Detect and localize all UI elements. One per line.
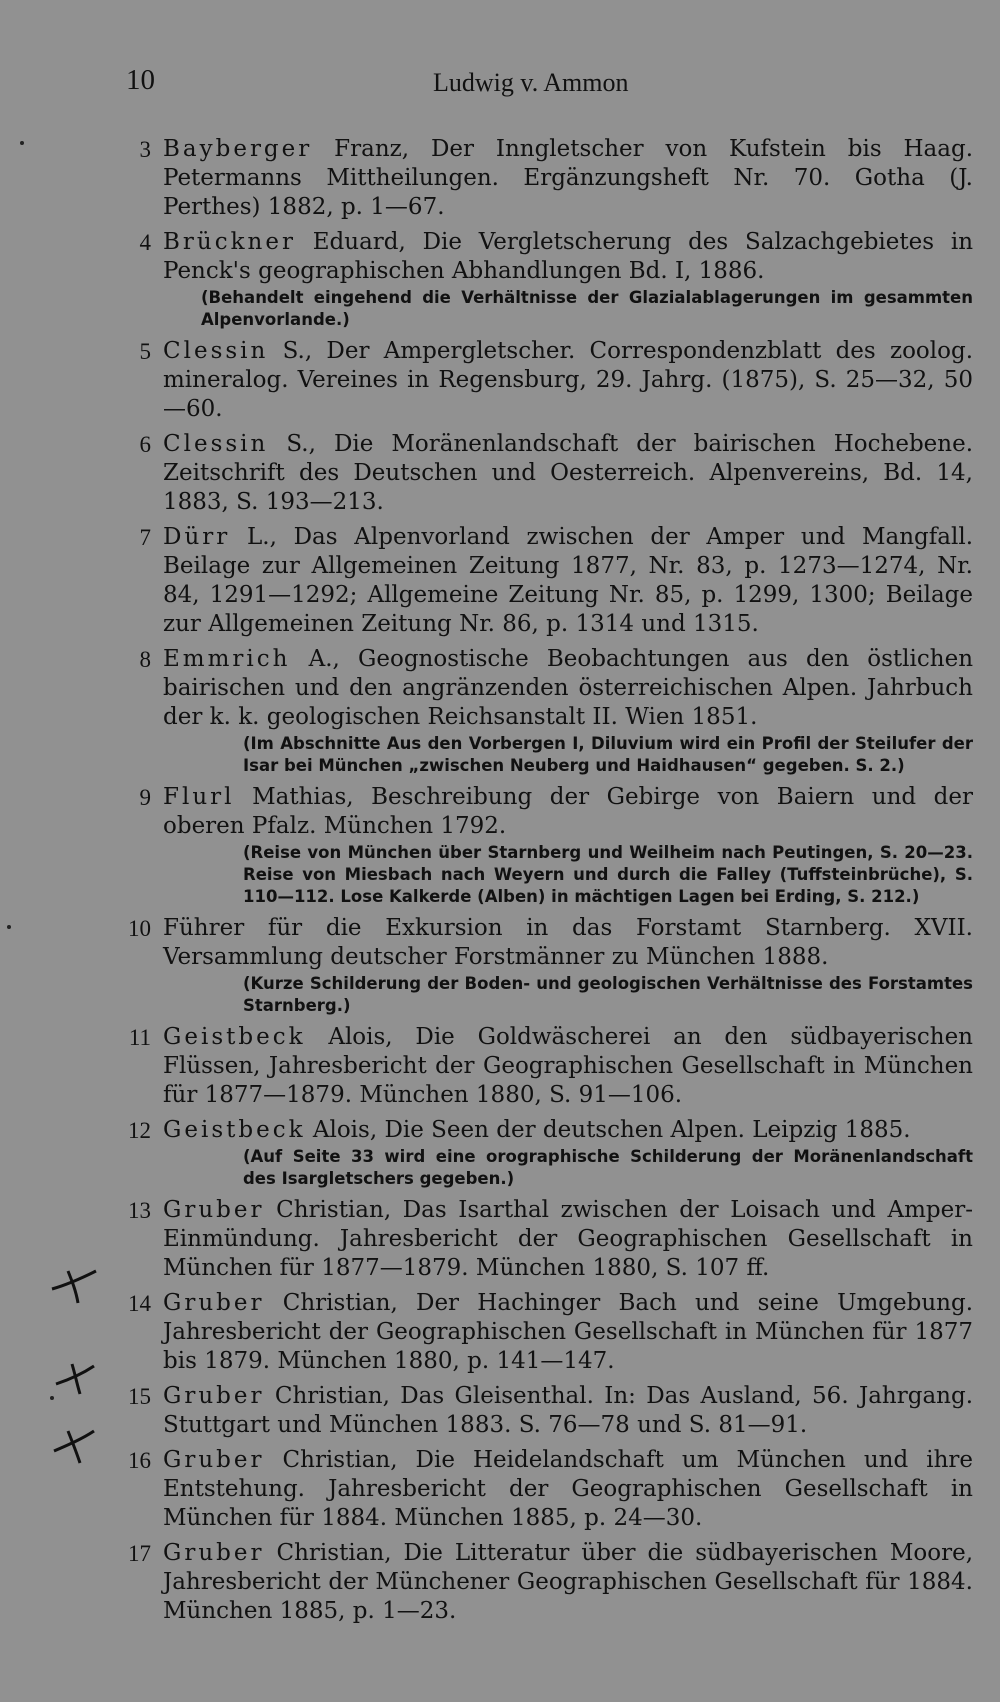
entry-text [163, 1196, 973, 1283]
entry-author: Geistbeck [163, 1024, 306, 1050]
entry-note: (Behandelt eingehend die Verhältnisse der Glazialablagerungen im gesammten Alpenvorlande.) [201, 288, 973, 329]
entry-author: Gruber [163, 1197, 265, 1223]
entry-text [163, 1539, 973, 1626]
entry-citation: Christian, Die Heidelandschaft um München und ihre Entstehung. Jahresbericht der Geographischen Gesellschaft in München für 1884. München 1885, p. 24—30. [163, 1447, 973, 1531]
entry-citation: Führer für die Exkursion in das Forstamt Starnberg. XVII. Versammlung deutscher Forstmänner zu München 1888. [163, 915, 973, 970]
entry-author: Dürr [163, 524, 231, 550]
entry-text [163, 228, 973, 331]
entry-author: Gruber [163, 1447, 265, 1473]
entry-text [163, 1289, 973, 1376]
entry-text [163, 1023, 973, 1110]
bibliography-entry [113, 1446, 973, 1533]
entry-author: Clessin [163, 431, 269, 457]
entry-text [163, 135, 973, 222]
entry-note: (Auf Seite 33 wird eine orographische Schilderung der Moränenlandschaft des Isargletschers gegeben.) [243, 1147, 973, 1188]
bibliography-entry [113, 1196, 973, 1283]
entry-note: (Im Abschnitte Aus den Vorbergen I, Diluvium wird ein Profil der Steilufer der Isar bei München „zwischen Neuberg und Haidhausen“ gegeben. S. 2.) [243, 734, 973, 775]
entry-citation: Christian, Das Gleisenthal. In: Das Ausland, 56. Jahrgang. Stuttgart und München 1883. S. 76—78 und S. 81—91. [163, 1383, 973, 1438]
handwritten-cross-icon [48, 1265, 100, 1305]
entry-citation: Eduard, Die Vergletscherung des Salzachgebietes in Penck's geographischen Abhandlungen Bd. I, 1886. [163, 229, 974, 284]
bibliography-entry [113, 1116, 973, 1190]
entry-text [163, 1446, 973, 1533]
bibliography-entry [113, 228, 973, 331]
entry-citation: Christian, Das Isarthal zwischen der Loisach und Amper-Einmündung. Jahresbericht der Geographischen Gesellschaft in München für 1877—1879. München 1880, S. 107 ff. [163, 1197, 973, 1281]
entry-text [163, 1382, 973, 1440]
entry-number: 7 [139, 525, 151, 550]
entry-author: Geistbeck [163, 1117, 306, 1143]
entry-text [163, 337, 973, 424]
entry-number: 6 [139, 432, 151, 457]
entry-text [163, 783, 973, 908]
entry-number: 10 [128, 916, 151, 941]
entry-author: Gruber [163, 1540, 265, 1566]
bibliography-entry [113, 337, 973, 424]
entry-author: Bayberger [163, 136, 313, 162]
entry-number: 8 [139, 647, 151, 672]
handwritten-cross-icon [48, 1425, 100, 1465]
entry-text [163, 1116, 973, 1190]
entry-citation: S., Der Ampergletscher. Correspondenzblatt des zoolog. mineralog. Vereines in Regensburg, 29. Jahrg. (1875), S. 25—32, 50—60. [163, 338, 974, 422]
entry-citation: L., Das Alpenvorland zwischen der Amper und Mangfall. Beilage zur Allgemeinen Zeitung 1877, Nr. 83, p. 1273—1274, Nr. 84, 1291—1292; Allgemeine Zeitung Nr. 85, p. 1299, 1300; Beilage zur Allgemeinen Zeitung Nr. 86, p. 1314 und 1315. [163, 524, 974, 637]
entry-number: 14 [128, 1291, 151, 1316]
entry-number: 17 [128, 1541, 151, 1566]
entry-text [163, 523, 973, 639]
entry-text [163, 645, 973, 777]
entry-author: Clessin [163, 338, 269, 364]
entry-author: Emmrich [163, 646, 291, 672]
bibliography-list [113, 135, 973, 1632]
entry-number: 12 [128, 1118, 151, 1143]
entry-number: 5 [139, 339, 151, 364]
entry-number: 15 [128, 1384, 151, 1409]
bibliography-entry [113, 1289, 973, 1376]
entry-author: Gruber [163, 1290, 265, 1316]
bibliography-entry [113, 1023, 973, 1110]
bibliography-entry [113, 523, 973, 639]
bibliography-entry [113, 1539, 973, 1626]
entry-citation: S., Die Moränenlandschaft der bairischen Hochebene. Zeitschrift des Deutschen und Oesterreich. Alpenvereins, Bd. 14, 1883, S. 193—213. [163, 431, 974, 515]
entry-citation: Mathias, Beschreibung der Gebirge von Baiern und der oberen Pfalz. München 1792. [163, 784, 974, 839]
scan-speck [20, 141, 24, 145]
bibliography-entry [113, 914, 973, 1017]
bibliography-entry [113, 645, 973, 777]
entry-author: Brückner [163, 229, 296, 255]
bibliography-entry [113, 1382, 973, 1440]
entry-text [163, 430, 973, 517]
entry-number: 16 [128, 1448, 151, 1473]
entry-citation: Alois, Die Seen der deutschen Alpen. Leipzig 1885. [312, 1117, 911, 1143]
scan-speck [7, 925, 11, 929]
page-header [0, 64, 1000, 104]
entry-citation: Christian, Der Hachinger Bach und seine Umgebung. Jahresbericht der Geographischen Gesellschaft in München für 1877 bis 1879. München 1880, p. 141—147. [163, 1290, 974, 1374]
entry-number: 9 [139, 785, 151, 810]
entry-number: 3 [139, 137, 151, 162]
entry-number: 4 [139, 230, 151, 255]
entry-text [163, 914, 973, 1017]
entry-author: Flurl [163, 784, 235, 810]
entry-citation: Alois, Die Goldwäscherei an den südbayerischen Flüssen, Jahresbericht der Geographischen Gesellschaft in München für 1877—1879. München 1880, S. 91—106. [163, 1024, 973, 1108]
bibliography-entry [113, 135, 973, 222]
bibliography-entry [113, 783, 973, 908]
entry-note: (Reise von München über Starnberg und Weilheim nach Peutingen, S. 20—23. Reise von Miesbach nach Weyern und durch die Falley (Tuffsteinbrüche), S. 110—112. Lose Kalkerde (Alben) in mächtigen Lagen bei Erding, S. 212.) [243, 843, 973, 906]
running-title: Ludwig v. Ammon [433, 68, 629, 97]
bibliography-entry [113, 430, 973, 517]
entry-number: 11 [128, 1025, 151, 1050]
entry-number: 13 [128, 1198, 151, 1223]
entry-note: (Kurze Schilderung der Boden- und geologischen Verhältnisse des Forstamtes Starnberg.) [243, 974, 973, 1015]
entry-citation: A., Geognostische Beobachtungen aus den östlichen bairischen und den angränzenden österreichischen Alpen. Jahrbuch der k. k. geologischen Reichsanstalt II. Wien 1851. [163, 646, 974, 730]
entry-author: Gruber [163, 1383, 265, 1409]
entry-citation: Franz, Der Inngletscher von Kufstein bis Haag. Petermanns Mittheilungen. Ergänzungsheft Nr. 70. Gotha (J. Perthes) 1882, p. 1—67. [163, 136, 974, 220]
entry-citation: Christian, Die Litteratur über die südbayerischen Moore, Jahresbericht der Münchener Geographischen Gesellschaft für 1884. München 1885, p. 1—23. [163, 1540, 974, 1624]
page-number: 10 [126, 64, 155, 96]
handwritten-cross-icon [48, 1358, 100, 1398]
